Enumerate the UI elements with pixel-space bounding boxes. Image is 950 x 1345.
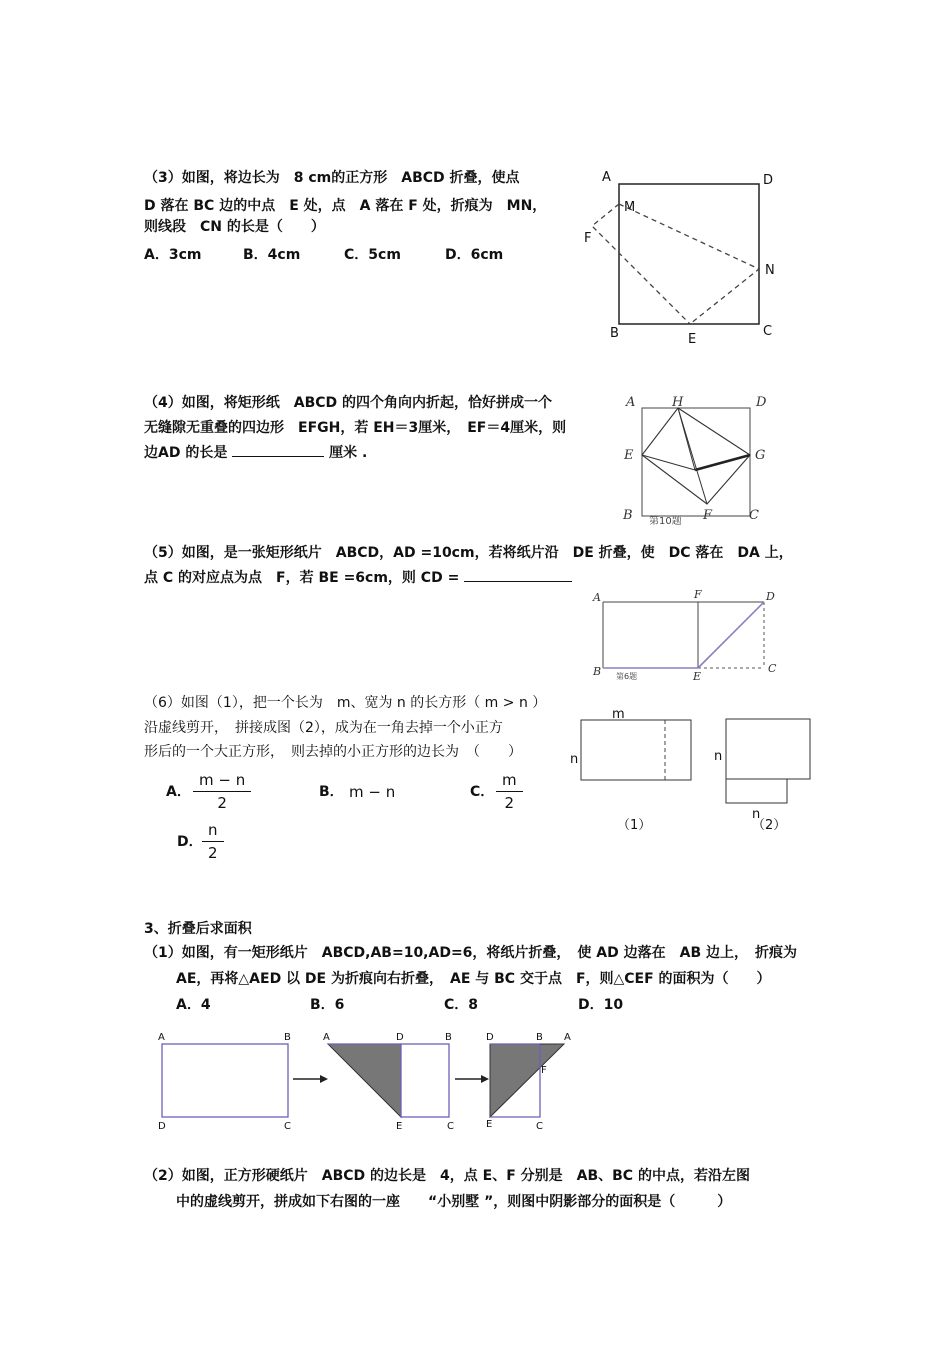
q4-figure: [615, 388, 775, 527]
q3-line2: D 落在 BC 边的中点 E 处，点 A 落在 F 处，折痕为 MN，: [144, 198, 547, 214]
s3-p1-option-d: D．10: [578, 997, 624, 1013]
q6-figure-1: [565, 700, 705, 840]
q3-line1: （3）如图，将边长为 8 cm的正方形 ABCD 折叠，使点: [144, 170, 520, 186]
q6-fig2-caption: （2）: [752, 818, 787, 833]
q6-option-c-label: C．: [470, 784, 495, 800]
s3-r2-label-a: A: [323, 1032, 330, 1043]
s3-p1-option-b: B．6: [310, 997, 345, 1013]
q5-figure-caption: 第6题: [616, 672, 638, 681]
q3-label-b: B: [610, 326, 619, 341]
s3-p1-figure: [150, 1025, 590, 1135]
q6-fig1-label-n: n: [570, 752, 579, 767]
q6-fig2-label-n-bottom: n: [752, 807, 761, 822]
q6-fig1-label-m: m: [612, 707, 625, 722]
q6-option-c-num: m: [496, 771, 523, 792]
q6-line1: （6）如图（1），把一个长为 m、宽为 n 的长方形（ m > n ）: [144, 695, 547, 711]
q5-label-a: A: [593, 591, 601, 604]
q3-option-b: B．4cm: [243, 247, 301, 263]
s3-r3-label-a: A: [564, 1032, 571, 1043]
q4-label-c: C: [749, 508, 759, 523]
q6-option-b-expr: m − n: [349, 783, 396, 801]
s3-p2-line2: 中的虚线剪开，拼成如下右图的一座 “小别墅 ”，则图中阴影部分的面积是（ ）: [176, 1194, 732, 1210]
q5-line2: [144, 568, 572, 588]
q4-line3-start: 边AD 的长是: [144, 445, 228, 461]
q5-figure: [588, 585, 788, 685]
s3-r3-label-b: B: [536, 1032, 543, 1043]
q6-option-d-den: 2: [207, 844, 218, 862]
q6-option-c-den: 2: [504, 794, 515, 812]
q5-label-f: F: [694, 588, 702, 601]
section3-heading: 3、折叠后求面积: [144, 921, 252, 937]
q3-option-d: D．6cm: [445, 247, 504, 263]
q3-label-a: A: [602, 170, 611, 185]
q6-figure-2: [705, 700, 825, 840]
s3-r3-label-e: E: [486, 1119, 493, 1130]
s3-r3-label-f: F: [541, 1065, 547, 1076]
q6-option-b-label: B．: [319, 784, 344, 800]
q5-line1: （5）如图，是一张矩形纸片 ABCD，AD =10cm，若将纸片沿 DE 折叠，使 DC 落在 DA 上，: [144, 545, 793, 561]
s3-r1-label-c: C: [284, 1121, 291, 1132]
q4-line2: 无缝隙无重叠的四边形 EFGH，若 EH＝3厘米， EF＝4厘米，则: [144, 420, 567, 436]
q6-fig1-caption: （1）: [617, 818, 652, 833]
s3-r1-label-d: D: [158, 1121, 166, 1132]
q6-line2: 沿虚线剪开， 拼接成图（2），成为在一角去掉一个小正方: [144, 720, 503, 736]
q4-label-g: G: [755, 448, 766, 463]
s3-r2-label-e: E: [396, 1121, 403, 1132]
q3-label-n: N: [765, 263, 775, 278]
q5-label-c: C: [768, 662, 777, 675]
s3-p2-line1: （2）如图，正方形硬纸片 ABCD 的边长是 4，点 E、F 分别是 AB、BC 的中点，若沿左图: [144, 1168, 750, 1184]
q6-option-a-den: 2: [217, 794, 227, 812]
s3-p1-option-a: A．4: [176, 997, 211, 1013]
q6-line3: 形后的一个大正方形， 则去掉的小正方形的边长为 （ ）: [144, 744, 522, 760]
s3-p1-option-c: C．8: [444, 997, 479, 1013]
q3-label-m: M: [624, 200, 636, 215]
s3-r1-label-b: B: [284, 1032, 291, 1043]
s3-r2-label-d: D: [396, 1032, 404, 1043]
q4-label-f: F: [703, 508, 713, 523]
q4-line1: （4）如图，将矩形纸 ABCD 的四个角向内折起，恰好拼成一个: [144, 395, 553, 411]
q5-answer-blank[interactable]: [464, 581, 572, 582]
q5-label-d: D: [766, 590, 775, 603]
q3-label-c: C: [763, 324, 773, 339]
s3-r2-label-b: B: [445, 1032, 452, 1043]
q3-figure: [570, 160, 800, 360]
q6-fig2-label-n-left: n: [714, 749, 723, 764]
q5-line2-text: 点 C 的对应点为点 F，若 BE =6cm，则 CD =: [144, 570, 460, 586]
q3-label-e: E: [688, 332, 697, 347]
s3-r1-label-a: A: [158, 1032, 165, 1043]
s3-p1-line2: AE，再将△AED 以 DE 为折痕向右折叠， AE 与 BC 交于点 F，则△CEF 的面积为（ ）: [176, 971, 771, 987]
q6-option-d-fraction: [202, 821, 224, 862]
q3-option-c: C．5cm: [344, 247, 401, 263]
q4-label-b: B: [623, 508, 633, 523]
q4-figure-caption: 第10题: [649, 516, 682, 527]
q4-answer-blank[interactable]: [232, 456, 324, 457]
q4-label-a: A: [626, 395, 636, 410]
q3-label-d: D: [763, 173, 774, 188]
q6-option-c-fraction: [496, 771, 523, 812]
q3-label-f: F: [584, 231, 592, 246]
q6-option-d-label: D．: [177, 834, 203, 850]
q6-option-a-label: A．: [166, 784, 191, 800]
s3-p1-line1: （1）如图，有一矩形纸片 ABCD,AB=10,AD=6，将纸片折叠， 使 AD 边落在 AB 边上， 折痕为: [144, 945, 798, 961]
q5-label-e: E: [693, 670, 702, 683]
q5-label-b: B: [593, 665, 602, 678]
s3-r3-label-d: D: [486, 1032, 494, 1043]
q4-line3-end: 厘米 .: [329, 445, 368, 461]
q3-option-a: A．3cm: [144, 247, 202, 263]
q3-line3: 则线段 CN 的长是（ ）: [144, 219, 325, 235]
q4-label-e: E: [624, 448, 634, 463]
q4-label-h: H: [672, 395, 684, 410]
s3-r3-label-c: C: [536, 1121, 543, 1132]
q6-option-a-fraction: [193, 771, 251, 812]
q4-line3: [144, 443, 367, 463]
q4-label-d: D: [756, 395, 767, 410]
q6-option-a-num: m − n: [193, 771, 251, 792]
q6-option-d-num: n: [202, 821, 224, 842]
s3-r2-label-c: C: [447, 1121, 454, 1132]
